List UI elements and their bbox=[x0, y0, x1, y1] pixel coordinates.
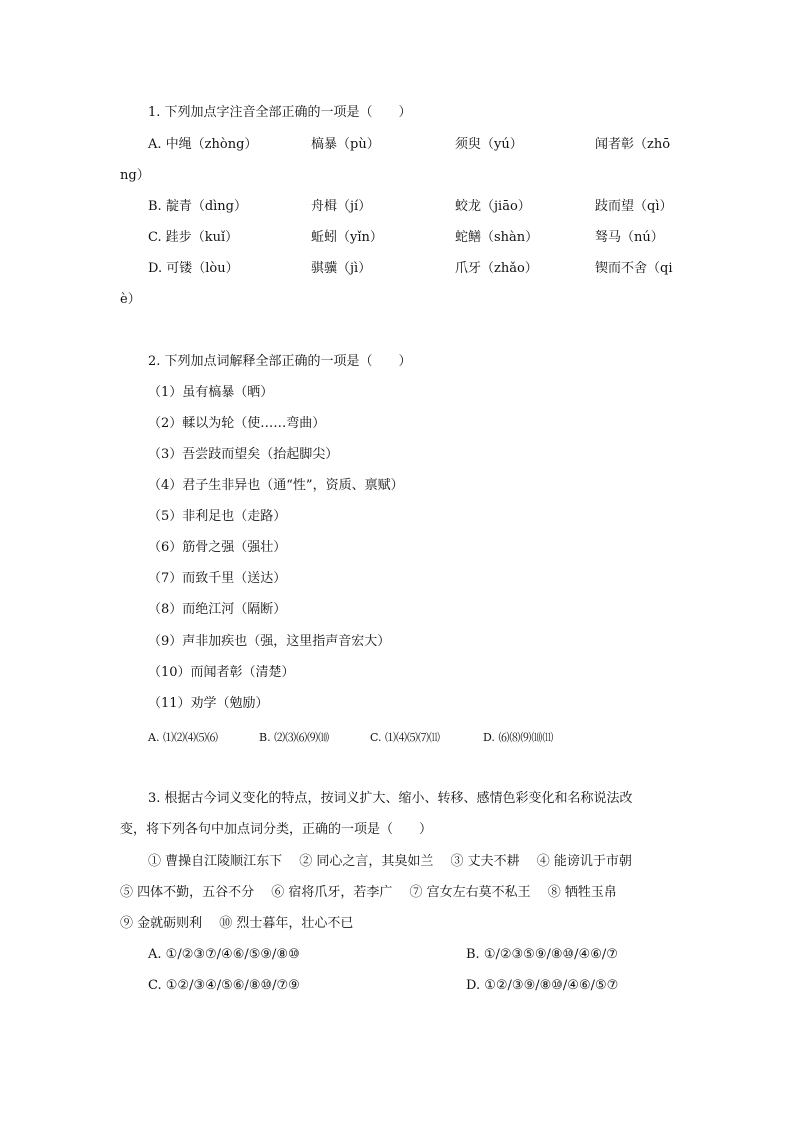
q1-option-b-item4: 跂而望（qì） bbox=[595, 199, 673, 214]
q3-option-a: A. ①/②③⑦/④⑥/⑤⑨/⑧⑩ bbox=[148, 947, 300, 962]
q1-option-d-item3: 爪牙（zhǎo） bbox=[455, 261, 538, 276]
q1-option-d-item2: 骐骥（jì） bbox=[311, 261, 372, 276]
q3-option-c: C. ①②/③④/⑤⑥/⑧⑩/⑦⑨ bbox=[148, 978, 300, 993]
q3-sentences-row1: ① 曹操自江陵顺江东下 ② 同心之言，其臭如兰 ③ 丈夫不耕 ④ 能谤讥于市朝 bbox=[148, 854, 632, 869]
q2-item-6: （6）筋骨之强（强壮） bbox=[148, 540, 287, 555]
q1-stem: 1. 下列加点字注音全部正确的一项是（ ） bbox=[148, 105, 412, 120]
q3-option-d: D. ①②/③⑨/⑧⑩/④⑥/⑤⑦ bbox=[466, 978, 619, 993]
q2-item-11: （11）劝学（勉励） bbox=[148, 696, 269, 711]
q2-option-a: A. ⑴⑵⑷⑸⑹ bbox=[148, 731, 218, 744]
q2-item-8: （8）而绝江河（隔断） bbox=[148, 602, 287, 617]
q1-option-a-item3: 须臾（yú） bbox=[455, 137, 523, 152]
q2-item-9: （9）声非加疾也（强，这里指声音宏大） bbox=[148, 634, 391, 649]
q1-option-a-item4: 闻者彰（zhō bbox=[595, 137, 671, 152]
q1-option-a-item2: 槁暴（pù） bbox=[311, 137, 380, 152]
q2-item-2: （2）輮以为轮（使……弯曲） bbox=[148, 416, 326, 431]
q3-sentences-row2: ⑤ 四体不勤，五谷不分 ⑥ 宿将爪牙，若李广 ⑦ 宫女左右莫不私王 ⑧ 牺牲玉帛 bbox=[120, 885, 617, 900]
q3-sentences-row3: ⑨ 金就砺则利 ⑩ 烈士暮年，壮心不已 bbox=[120, 916, 354, 931]
q3-stem-line1: 3. 根据古今词义变化的特点，按词义扩大、缩小、转移、感情色彩变化和名称说法改 bbox=[148, 791, 633, 806]
q1-option-b: B. 靛青（dìng） bbox=[148, 199, 247, 214]
q1-option-c: C. 跬步（kuǐ） bbox=[148, 230, 239, 245]
q2-stem: 2. 下列加点词解释全部正确的一项是（ ） bbox=[148, 354, 412, 369]
q2-item-10: （10）而闻者彰（清楚） bbox=[148, 665, 295, 680]
q1-option-c-item4: 驽马（nú） bbox=[595, 230, 664, 245]
q1-option-c-item2: 蚯蚓（yǐn） bbox=[311, 230, 383, 245]
q1-option-a: A. 中绳（zhòng） bbox=[148, 137, 258, 152]
q1-option-a-wrap: ng） bbox=[120, 168, 150, 183]
q2-option-d: D. ⑹⑻⑼⑽⑾ bbox=[483, 731, 554, 744]
q2-item-5: （5）非利足也（走路） bbox=[148, 509, 287, 524]
q1-option-c-item3: 蛇鳝（shàn） bbox=[455, 230, 539, 245]
q2-item-3: （3）吾尝跂而望矣（抬起脚尖） bbox=[148, 447, 339, 462]
q2-item-1: （1）虽有槁暴（晒） bbox=[148, 385, 274, 400]
q2-item-4: （4）君子生非异也（通“性”，资质、禀赋） bbox=[148, 478, 404, 493]
q2-option-c: C. ⑴⑷⑸⑺⑾ bbox=[370, 731, 441, 744]
q1-option-d-wrap: è） bbox=[120, 292, 141, 307]
q1-option-d-item4: 锲而不舍（qi bbox=[595, 261, 673, 276]
q2-option-b: B. ⑵⑶⑹⑼⑽ bbox=[259, 731, 330, 744]
q3-option-b: B. ①/②③⑤⑨/⑧⑩/④⑥/⑦ bbox=[466, 947, 618, 962]
q2-item-7: （7）而致千里（送达） bbox=[148, 571, 287, 586]
q1-option-b-item3: 蛟龙（jiāo） bbox=[455, 199, 531, 214]
q1-option-b-item2: 舟楫（jí） bbox=[311, 199, 372, 214]
q3-stem-line2: 变，将下列各句中加点词分类，正确的一项是（ ） bbox=[120, 822, 433, 837]
q1-option-d: D. 可镂（lòu） bbox=[148, 261, 239, 276]
